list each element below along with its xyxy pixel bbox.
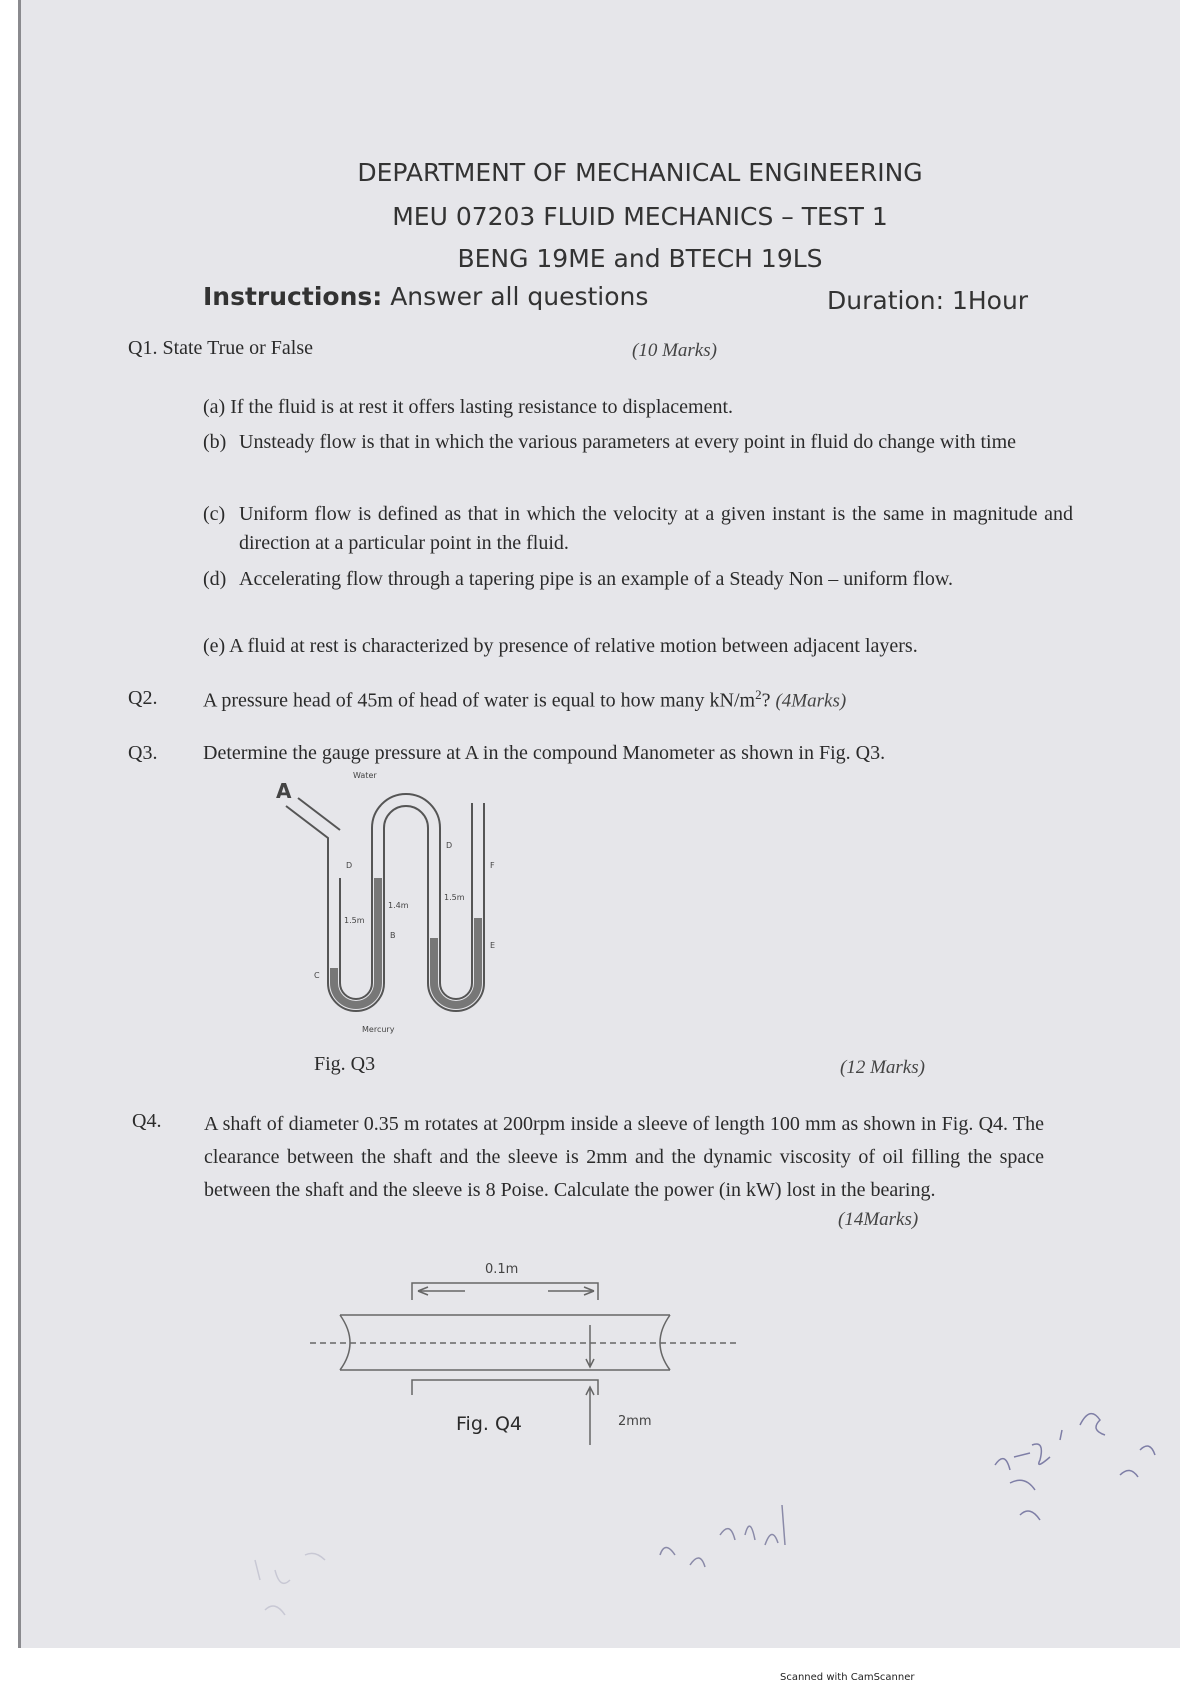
item-tag: (c) <box>203 503 226 525</box>
fig-q4-caption: Fig. Q4 <box>456 1413 523 1435</box>
label-f: F <box>490 861 495 870</box>
q2-tail: ? <box>761 689 771 712</box>
inlet-pipe-wall <box>298 798 340 830</box>
mercury-left <box>330 878 382 1009</box>
label-h1: 1.5m <box>344 916 365 925</box>
label-h3: 1.4m <box>388 901 409 910</box>
instructions <box>203 282 648 311</box>
dim-length-label: 0.1m <box>485 1262 519 1277</box>
q4-label: Q4. <box>132 1110 162 1132</box>
q3-marks: (12 Marks) <box>840 1057 925 1078</box>
q1-item <box>203 500 1073 558</box>
q2-question <box>203 687 846 713</box>
item-tag: (d) <box>203 568 227 590</box>
mercury-right <box>430 918 482 1009</box>
label-e: E <box>490 941 496 950</box>
duration: Duration: 1Hour <box>827 286 1029 315</box>
label-b: B <box>390 931 396 940</box>
label-d2: D <box>446 841 453 850</box>
manometer-figure <box>258 768 518 1038</box>
item-tag: (b) <box>203 431 227 453</box>
instructions-label: Instructions: <box>203 282 383 311</box>
programs-line: BENG 19ME and BTECH 19LS <box>457 244 823 273</box>
department-title: DEPARTMENT OF MECHANICAL ENGINEERING <box>357 158 923 187</box>
handwritten-scribble <box>650 1495 810 1585</box>
q4-text: A shaft of diameter 0.35 m rotates at 200rpm inside a sleeve of length 100 mm as shown in Fig. Q4. The clearance between the shaft and the sleeve is 2mm and the dynamic viscosity of oil filling the space between the shaft and the sleeve is 8 Poise. Calculate the power (in kW) lost in the bearing. <box>204 1113 1044 1201</box>
label-water: Water <box>353 771 377 780</box>
label-mercury: Mercury <box>362 1025 395 1034</box>
item-text: If the fluid is at rest it offers lasting resistance to displacement. <box>230 396 734 418</box>
q1-item <box>203 393 1073 422</box>
label-h2: 1.5m <box>444 893 465 902</box>
item-text: Accelerating flow through a tapering pipe is an example of a Steady Non – uniform flow. <box>239 568 954 590</box>
dim-gap-label: 2mm <box>618 1414 652 1429</box>
q2-sup: 2 <box>755 687 762 702</box>
shaft-sleeve-figure <box>300 1255 760 1450</box>
q2-label: Q2. <box>128 687 158 709</box>
item-text: A fluid at rest is characterized by presence of relative motion between adjacent layers. <box>229 635 918 657</box>
q2-marks: (4Marks) <box>775 690 847 712</box>
q1-marks: (10 Marks) <box>632 340 717 361</box>
q3-label: Q3. <box>128 742 158 764</box>
gap-arrow-up <box>586 1387 594 1445</box>
handwritten-scribble-faint <box>235 1540 375 1630</box>
label-d1: D <box>346 861 353 870</box>
gap-arrow-down <box>586 1325 594 1367</box>
course-title: MEU 07203 FLUID MECHANICS – TEST 1 <box>392 202 888 231</box>
item-text: Uniform flow is defined as that in which the velocity at a given instant is the same in magnitude and direction at a particular point in the fluid. <box>239 503 1073 554</box>
q1-item <box>203 428 1073 457</box>
handwritten-notes <box>990 1395 1180 1555</box>
q1-item <box>203 565 1073 594</box>
label-a: A <box>276 779 292 803</box>
label-c: C <box>314 971 320 980</box>
item-tag: (a) <box>203 396 226 418</box>
q1-item <box>203 632 1073 661</box>
item-tag: (e) <box>203 635 226 657</box>
q4-marks: (14Marks) <box>838 1209 919 1230</box>
scanner-watermark: Scanned with CamScanner <box>780 1672 915 1683</box>
item-text: Unsteady flow is that in which the various parameters at every point in fluid do change with time <box>239 431 1017 453</box>
fig-q3-caption: Fig. Q3 <box>314 1053 376 1075</box>
q1-label: Q1. State True or False <box>128 337 313 359</box>
instructions-text: Answer all questions <box>390 282 649 311</box>
sleeve-bottom-bracket <box>412 1380 598 1395</box>
q2-text: A pressure head of 45m of head of water is equal to how many kN/m <box>203 689 756 712</box>
q3-text: Determine the gauge pressure at A in the compound Manometer as shown in Fig. Q3. <box>203 742 886 764</box>
